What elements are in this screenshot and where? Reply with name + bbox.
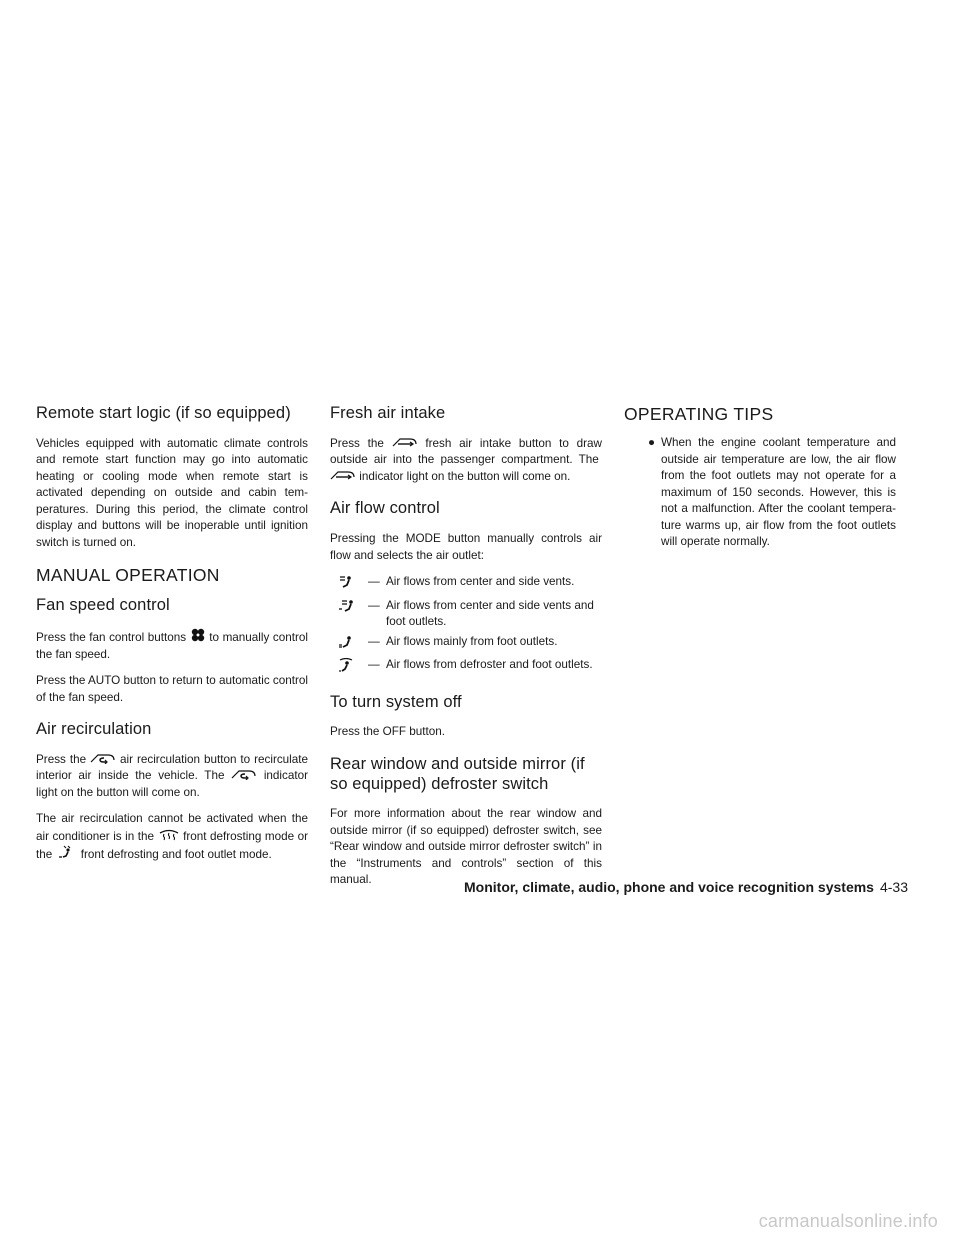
- defrost-foot-mode-icon: [330, 657, 368, 679]
- recirculation-icon: [90, 752, 116, 764]
- fan-speed-heading: Fan speed control: [36, 596, 170, 615]
- air-recirculation-paragraph-2: [36, 811, 308, 864]
- mode-dash: —: [368, 634, 380, 648]
- mode-text: Air flows from defroster and foot outlets.: [386, 658, 593, 672]
- fan-text-a: Press the fan control buttons: [36, 631, 187, 645]
- fresh-text-c: indicator light on the button will come on.: [359, 469, 571, 483]
- tips-list: [648, 435, 896, 551]
- recirc-text-c: indicator light on the button will come on.: [36, 769, 309, 799]
- remote-start-paragraph: Vehicles equipped with automatic climate controls and remote start function may go into automatic heating or cooling mode when remote start is activated depending on outside and cabin temperatures. During this period, the climate control display and buttons will be inoperable until ignition switch is turned on.: [36, 436, 308, 549]
- fan-speed-paragraph-2: Press the AUTO button to return to automatic control of the fan speed.: [36, 674, 308, 704]
- page-number: 4-33: [879, 879, 908, 895]
- rear-defroster-heading: Rear window and outside mirror (if so equipped) defroster switch: [330, 754, 585, 793]
- middle-column: [330, 404, 602, 899]
- bullet-icon: ●: [648, 436, 656, 449]
- fresh-air-icon: [392, 436, 418, 448]
- fresh-air-indicator-icon: [330, 469, 356, 481]
- air-flow-heading: Air flow control: [330, 499, 440, 518]
- turn-off-paragraph: Press the OFF button.: [330, 725, 445, 739]
- right-column: [624, 404, 896, 551]
- watermark: carmanualsonline.info: [758, 1211, 938, 1231]
- page-footer: [464, 879, 908, 895]
- recirc-text-f: front defrosting and foot outlet mode.: [80, 848, 272, 862]
- mode-row-defrost-foot: [330, 657, 602, 679]
- recirc-text-b: air recirculation button to recirculate interior air inside the vehicle. The: [36, 752, 309, 783]
- recirc-text-a: Press the: [36, 752, 87, 766]
- fan-speed-paragraph-1: [36, 628, 308, 663]
- air-recirculation-paragraph-1: [36, 752, 308, 802]
- air-recirculation-heading: Air recirculation: [36, 720, 152, 739]
- fan-text-b: to manually control the fan speed.: [36, 631, 308, 661]
- turn-off-heading: To turn system off: [330, 692, 462, 711]
- mode-text: Air flows mainly from foot outlets.: [386, 634, 558, 648]
- fresh-air-paragraph: [330, 436, 602, 486]
- mode-row-vent: [330, 574, 602, 595]
- mode-dash: —: [368, 575, 380, 589]
- list-item: [648, 435, 896, 551]
- operating-tips-heading: OPERATING TIPS: [624, 404, 774, 424]
- recirc-text-e: front defrosting mode or the: [36, 829, 308, 862]
- mode-row-bilevel: [330, 598, 602, 631]
- fresh-text-a: Press the: [330, 436, 384, 450]
- mode-text: Air flows from center and side vents and foot outlets.: [386, 598, 594, 629]
- defrost-foot-icon: [56, 845, 78, 859]
- remote-start-heading: Remote start logic (if so equipped): [36, 404, 291, 422]
- recirculation-indicator-icon: [231, 768, 257, 780]
- front-defrost-icon: [158, 828, 180, 841]
- mode-row-foot: [330, 634, 602, 655]
- bilevel-mode-icon: [330, 598, 368, 631]
- left-column: [36, 404, 308, 874]
- mode-dash: —: [368, 658, 380, 672]
- mode-dash: —: [368, 598, 380, 612]
- footer-section-title: Monitor, climate, audio, phone and voice recognition systems: [464, 879, 874, 895]
- vent-mode-icon: [330, 574, 368, 595]
- fan-icon: [190, 628, 206, 642]
- mode-text: Air flows from center and side vents.: [386, 575, 575, 589]
- recirc-text-d: The air recirculation cannot be activated when the air conditioner is in the: [36, 812, 308, 843]
- manual-operation-heading: MANUAL OPERATION: [36, 565, 220, 586]
- fresh-air-heading: Fresh air intake: [330, 404, 446, 422]
- rear-defroster-paragraph: For more information about the rear window and outside mirror (if so equipped) defroster switch, see “Rear window and outside mirror defroster switch” in the “Instruments and controls” section of this manual.: [330, 807, 602, 887]
- fresh-text-b: fresh air intake button to draw outside air into the passenger compartment. The: [330, 436, 602, 467]
- foot-mode-icon: [330, 634, 368, 655]
- air-flow-paragraph: Pressing the MODE button manually controls air flow and selects the air outlet:: [330, 532, 602, 562]
- mode-list: [330, 574, 602, 679]
- tip-text: When the engine coolant temperature and outside air temperature are low, the air flow from the foot outlets may not operate for a maximum of 150 seconds. However, this is not a malfunction. After the coolant temperature warms up, air flow from the foot outlets will operate normally.: [661, 436, 896, 548]
